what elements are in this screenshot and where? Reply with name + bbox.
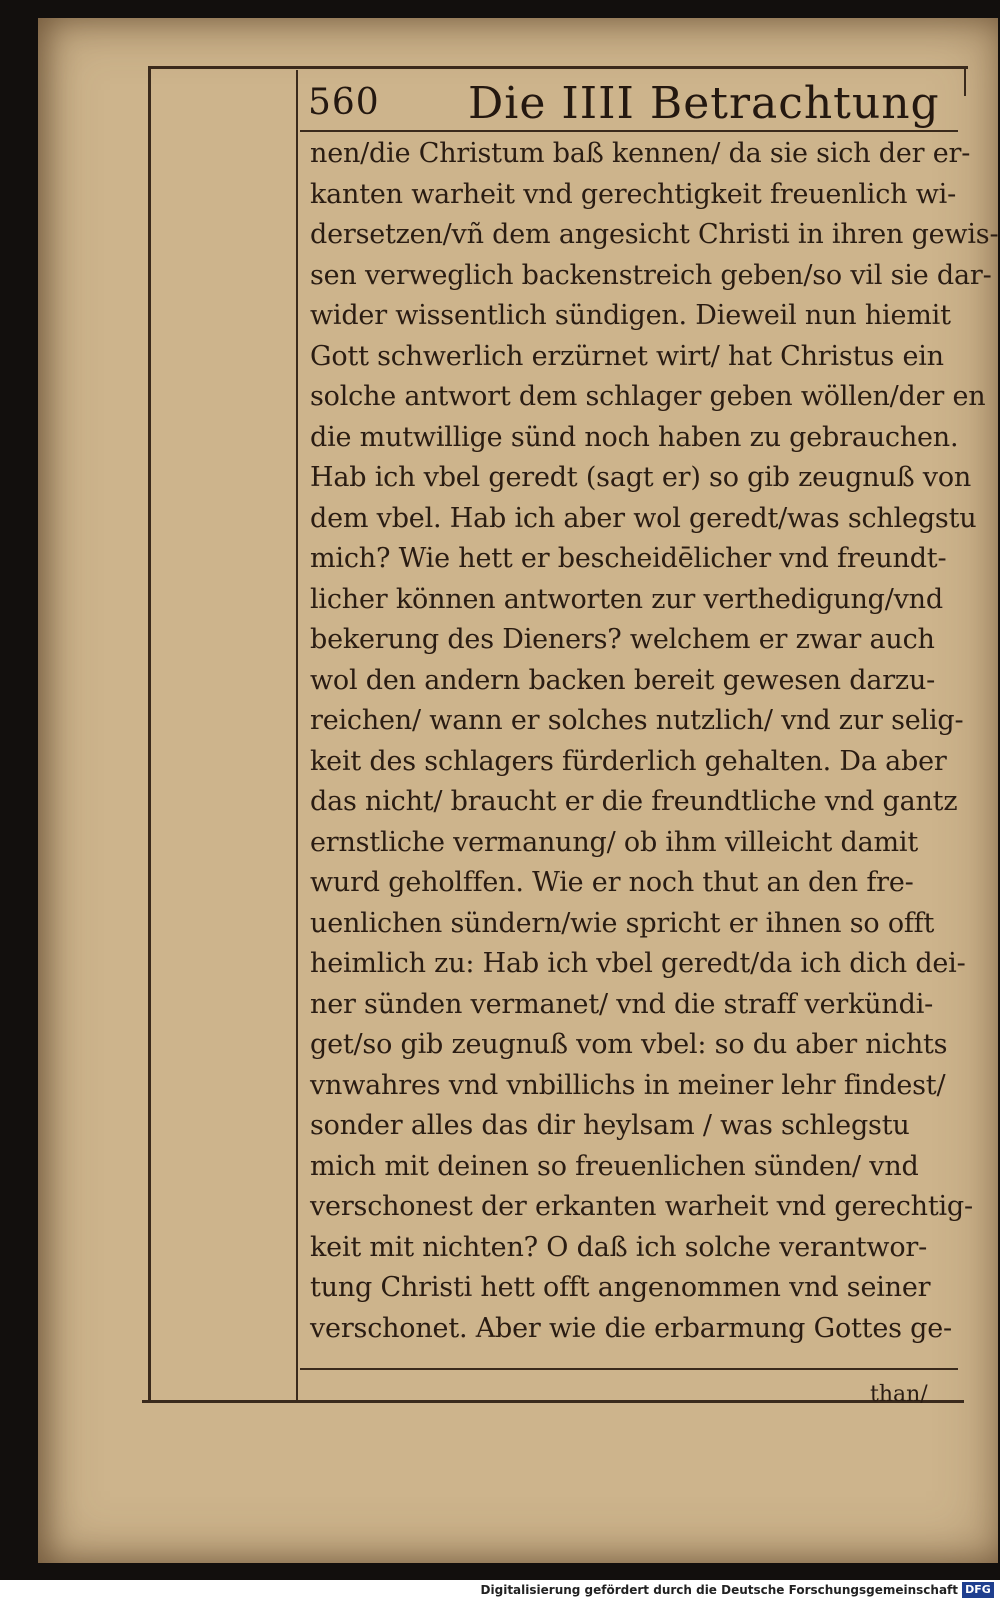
text-line: tung Christi hett offt angenommen vnd seiner	[310, 1272, 931, 1303]
margin-rule	[296, 70, 298, 1400]
footer-credit: Digitalisierung gefördert durch die Deutsche Forschungsgemeinschaft	[480, 1583, 958, 1597]
frame-rule-left	[148, 66, 151, 1402]
text-line: keit des schlagers fürderlich gehalten. Da aber	[310, 745, 947, 777]
text-line: ner sünden vermanet/ vnd die straff verkündi-	[310, 988, 934, 1020]
text-end-rule	[300, 1368, 958, 1370]
page-header	[308, 74, 958, 128]
text-line: dersetzen/vñ dem angesicht Christi in ihren gewis-	[310, 219, 999, 250]
text-line: mich? Wie hett er bescheidēlicher vnd freundt-	[310, 543, 947, 574]
header-rule	[300, 130, 958, 132]
running-head: Die IIII Betrachtung	[468, 78, 940, 129]
text-line: nen/die Christum baß kennen/ da sie sich der er-	[310, 138, 971, 169]
text-line: die mutwillige sünd noch haben zu gebrauchen.	[310, 421, 959, 453]
text-line: solche antwort dem schlager geben wöllen/der en	[310, 381, 986, 412]
text-line: dem vbel. Hab ich aber wol geredt/was schlegstu	[310, 502, 977, 534]
text-line: wol den andern backen bereit gewesen darzu-	[310, 664, 936, 696]
text-line: bekerung des Dieners? welchem er zwar auch	[310, 624, 935, 655]
text-line: ernstliche vermanung/ ob ihm villeicht damit	[310, 826, 919, 858]
page-number: 560	[308, 82, 380, 123]
text-line: vnwahres vnd vnbillichs in meiner lehr findest/	[310, 1069, 946, 1101]
text-line: verschonest der erkanten warheit vnd gerechtig-	[310, 1191, 973, 1222]
text-line: sonder alles das dir heylsam / was schlegstu	[310, 1110, 910, 1141]
text-line: sen verweglich backenstreich geben/so vil sie dar-	[310, 259, 992, 291]
body-text	[310, 134, 999, 1349]
frame-rule-right	[964, 66, 966, 96]
text-line: get/so gib zeugnuß vom vbel: so du aber nichts	[310, 1029, 948, 1060]
text-line: Hab ich vbel geredt (sagt er) so gib zeugnuß von	[310, 462, 972, 493]
text-line: reichen/ wann er solches nutzlich/ vnd zur selig-	[310, 705, 964, 736]
text-line: uenlichen sündern/wie spricht er ihnen so offt	[310, 907, 935, 939]
text-line: wurd geholffen. Wie er noch thut an den fre-	[310, 867, 914, 898]
text-line: wider wissentlich sündigen. Dieweil nun hiemit	[310, 300, 951, 331]
text-line: verschonet. Aber wie die erbarmung Gottes ge-	[310, 1312, 952, 1344]
text-line: kanten warheit vnd gerechtigkeit freuenlich wi-	[310, 178, 957, 210]
frame-rule-top	[148, 66, 968, 69]
frame-rule-bottom	[142, 1400, 964, 1403]
dfg-logo: DFG	[962, 1582, 994, 1598]
text-line: das nicht/ braucht er die freundtliche vnd gantz	[310, 786, 958, 817]
text-line: keit mit nichten? O daß ich solche verantwor-	[310, 1231, 928, 1263]
text-line: Gott schwerlich erzürnet wirt/ hat Christus ein	[310, 340, 944, 372]
text-line: mich mit deinen so freuenlichen sünden/ vnd	[310, 1150, 919, 1182]
catchword: than/	[870, 1382, 928, 1407]
text-line: licher können antworten zur verthedigung/vnd	[310, 583, 943, 615]
footer-bar	[0, 1580, 1000, 1602]
text-line: heimlich zu: Hab ich vbel geredt/da ich dich dei-	[310, 948, 966, 979]
